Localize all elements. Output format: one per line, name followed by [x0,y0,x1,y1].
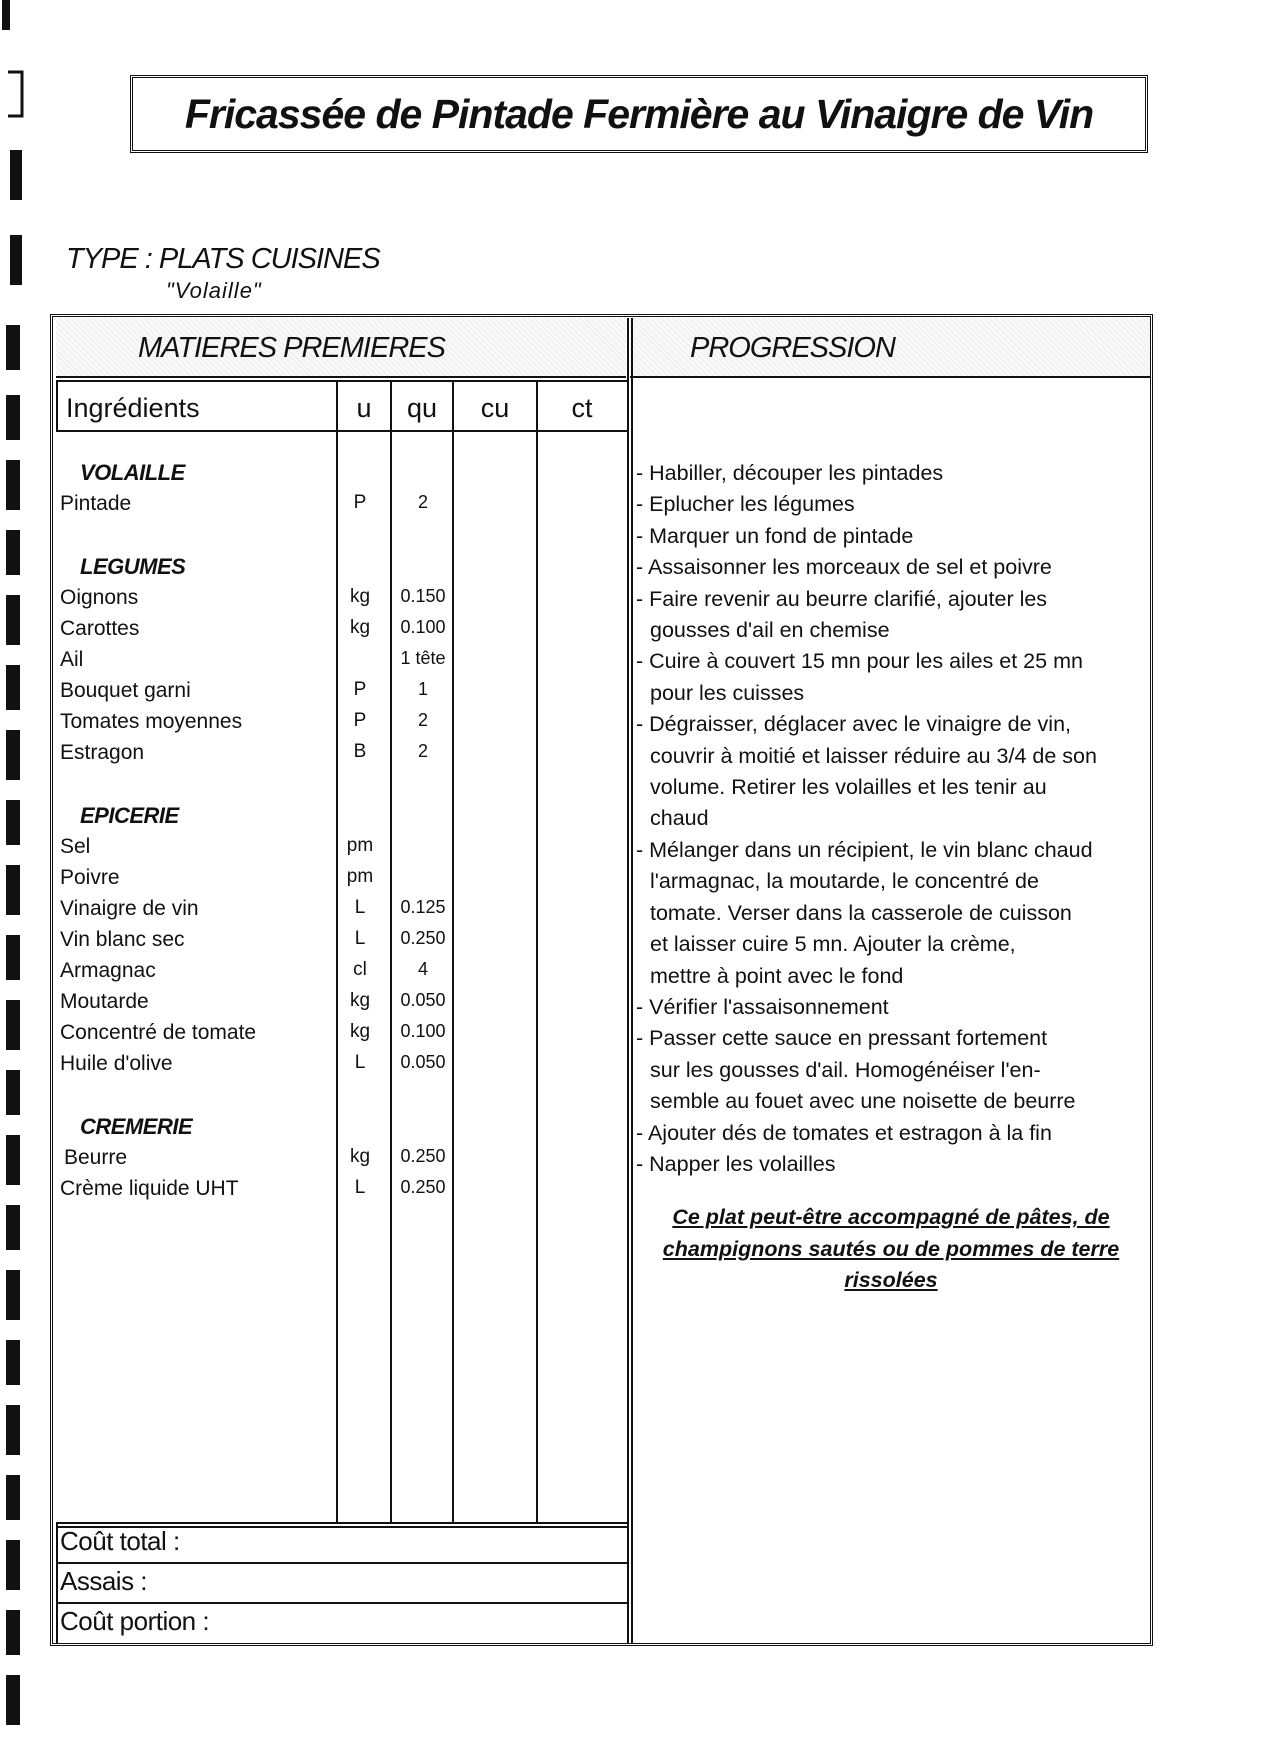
step-line: - Assaisonner les morceaux de sel et poivre [636,555,1052,580]
ingredient-row [60,990,630,1018]
ingredient-name: Crème liquide UHT [60,1177,239,1200]
ingredient-qty: 0.050 [400,1052,446,1072]
ingredient-qty: 0.125 [400,897,446,917]
step-line: pour les cuisses [650,680,805,705]
ingredient-qty: 0.050 [400,990,446,1010]
header-progression: PROGRESSION [630,318,1150,378]
step [636,584,1146,647]
ingredient-row [60,741,630,769]
step-line: - Passer cette sauce en pressant fortement [636,1026,1048,1051]
ingredient-name: Carottes [60,617,140,640]
step-line: tomate. Verser dans la casserole de cuisson [650,900,1072,925]
ingredient-unit: pm [346,866,374,887]
ingredient-unit: L [354,1177,366,1198]
step [636,458,1146,489]
ingredient-unit: kg [349,586,371,607]
ingredient-row [60,710,630,738]
step [636,1149,1146,1180]
step-line: - Napper les volailles [636,1151,836,1176]
header-matieres-premieres: MATIERES PREMIERES [56,318,626,378]
title-box [130,75,1148,153]
step-line: - Mélanger dans un récipient, le vin blanc chaud [636,837,1093,862]
ingredient-qty: 0.150 [400,586,446,606]
ingredient-name: Bouquet garni [60,679,191,702]
col-header-ingredients: Ingrédients [66,393,200,423]
footer-left-line [56,1522,58,1644]
type-label: TYPE : PLATS CUISINES [66,243,380,275]
ingredient-qty: 2 [417,710,428,730]
step [636,1118,1146,1149]
step [636,1023,1146,1117]
col-header-qu: qu [406,393,438,423]
binder-marks [0,0,40,1755]
ingredient-name: Huile d'olive [60,1052,173,1075]
col-header-ct: ct [571,393,593,423]
ingredient-row [60,1146,630,1174]
progression-steps [636,458,1146,1180]
step-line: - Eplucher les légumes [636,492,855,517]
footer-line-3 [56,1602,627,1604]
ingredient-qty: 0.250 [400,1146,446,1166]
ingredient-unit: L [354,1052,366,1073]
note-line: champignons sautés ou de pommes de terre [662,1236,1120,1261]
ingredient-unit: kg [349,617,371,638]
ingredient-row [60,835,630,863]
step-line: gousses d'ail en chemise [650,618,890,643]
step [636,992,1146,1023]
type-subcategory: "Volaille" [166,278,262,303]
ingredient-row [60,492,630,520]
step-line: chaud [650,806,709,831]
ingredient-name: Pintade [60,492,132,515]
ingredient-row [60,897,630,925]
ingredient-row [60,586,630,614]
ingredient-name: Estragon [60,741,145,764]
ingredient-unit: P [353,710,367,731]
ingredient-unit: P [353,679,367,700]
step-line: semble au fouet avec une noisette de beurre [650,1089,1076,1114]
ingredient-unit: pm [346,835,374,856]
step-line: et laisser cuire 5 mn. Ajouter la crème, [650,932,1016,957]
cout-portion-label: Coût portion : [60,1606,210,1636]
step-line: - Marquer un fond de pintade [636,523,914,548]
category-legumes: LEGUMES [80,554,186,579]
category-epicerie: EPICERIE [80,803,179,828]
ingredient-name: Sel [60,835,91,858]
ingredient-row [60,1052,630,1080]
ingredient-row [60,928,630,956]
ingredient-row [60,1021,630,1049]
ingredient-name: Poivre [60,866,120,889]
ingredient-qty: 1 [417,679,428,699]
note-line: Ce plat peut-être accompagné de pâtes, de [672,1205,1110,1229]
assais-label: Assais : [60,1566,148,1596]
note-line: rissolées [844,1268,938,1292]
ingredient-row [60,959,630,987]
ingredient-row [60,1177,630,1205]
ingredient-name: Vin blanc sec [60,928,185,951]
col-header-left-line [56,380,58,432]
serving-note [636,1202,1146,1297]
recipe-title: Fricassée de Pintade Fermière au Vinaigre de Vin [184,91,1094,137]
step [636,489,1146,520]
ingredient-row [60,648,630,676]
col-header-u: u [356,393,372,423]
step-line: - Dégraisser, déglacer avec le vinaigre de vin, [636,712,1071,737]
step-line: - Vérifier l'assaisonnement [636,994,889,1019]
step-line: l'armagnac, la moutarde, le concentré de [650,869,1039,894]
ingredient-unit: L [354,897,366,918]
cout-total-label: Coût total : [60,1526,180,1556]
ingredient-name: Vinaigre de vin [60,897,199,920]
ingredient-qty: 2 [417,741,428,761]
ingredient-name: Tomates moyennes [60,710,243,733]
step [636,521,1146,552]
step-line: - Ajouter dés de tomates et estragon à la fin [636,1120,1052,1145]
ingredient-qty: 2 [417,492,428,512]
footer-line-2 [56,1562,627,1564]
ingredient-name: Ail [60,648,84,671]
category-cremerie: CREMERIE [80,1114,193,1139]
ingredient-qty: 0.250 [400,1177,446,1197]
step-line: mettre à point avec le fond [650,963,904,988]
ingredient-unit: cl [353,959,367,980]
ingredient-name: Armagnac [60,959,156,982]
step-line: - Habiller, découper les pintades [636,461,944,485]
ingredient-unit: L [354,928,366,949]
panel-divider-inner [631,318,633,1644]
step [636,709,1146,835]
ingredient-qty: 0.100 [400,1021,446,1041]
ingredient-unit: kg [349,990,371,1011]
step [636,552,1146,583]
ingredient-unit: B [353,741,367,762]
ingredient-qty: 0.250 [400,928,446,948]
ingredient-unit: P [353,492,367,513]
ingredient-row [60,866,630,894]
step-line: - Cuire à couvert 15 mn pour les ailes et 25 mn [636,649,1083,674]
ingredient-unit: kg [349,1021,371,1042]
ingredient-name: Concentré de tomate [60,1021,257,1044]
step-line: couvrir à moitié et laisser réduire au 3/4 de son [650,743,1097,768]
step [636,835,1146,992]
step-line: sur les gousses d'ail. Homogénéiser l'en- [650,1057,1041,1082]
ingredient-row [60,679,630,707]
ingredient-qty: 0.100 [400,617,446,637]
col-header-bottom-line [56,430,627,432]
ingredient-name: Moutarde [60,990,149,1013]
ingredient-unit: kg [349,1146,371,1167]
ingredient-qty: 1 tête [400,648,446,668]
footer-line-1 [56,1522,627,1524]
step-line: - Faire revenir au beurre clarifié, ajouter les [636,586,1048,611]
col-header-cu: cu [480,393,510,423]
col-header-top-line [56,380,627,382]
category-volaille: VOLAILLE [80,460,185,485]
step [636,646,1146,709]
ingredient-qty: 4 [417,959,428,979]
step-line: volume. Retirer les volailles et les tenir au [650,775,1047,800]
ingredient-name: Oignons [60,586,139,609]
ingredient-row [60,617,630,645]
ingredient-name: Beurre [64,1146,128,1169]
